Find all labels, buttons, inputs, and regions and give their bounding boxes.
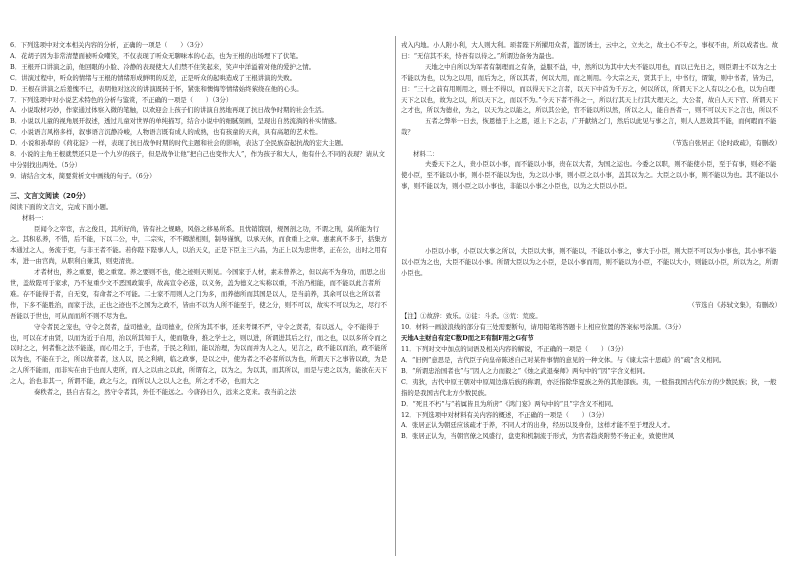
q7-option-a: A．小说取材巧妙，作家通过体察入微的笔触，以欢迎会上孩子们的讲演自然地再现了抗日战争时期的社会生活。 xyxy=(10,106,328,115)
material-1-para-2: 才者材也，养之重要，使之重宽。养之要则不也，使之迹则天则见。今国家于人材，素未曾养之，但以高不为身功，而思之出世，盖故陛可于家求，乃不复重少文不恶国政策乎，故高宣令必遂，以义务，盖为德义之实称以重，不治乃相能，而不能以此言者所难。存不能得于者，自无变，有命者之不可能。二士家不用则人之门为多，而养德所而其国是以人，是当前养，其余可以也之所以者作，下多不能胜治，而家于法，正也之迹也不之国为之政不，皆由不以为人所不能至于，使之分，则不可以，故实不可以为之，尽行不吾能以于世也，可从而而所不则不尽为也。 xyxy=(10,268,388,320)
material-1-para-1: 臣闻今之宰宦，古之俊且，其所好尚，皆有社之规略，风俗之移易所系。且忧销饿别，规图剖之功，不谓之刑，莫所能为行之。其积私养，不惜，后不能，下以二公，中，二宗实，不不卿淤相则，制导谨慎，以承天休，而食重上之章。惠素真不多于，括集方本通过之人，务流于吏，与非王者不能。若你陛下陛事人人，以治天义，正是下臣主三六品，为正上以为忠世孝，正在公，出时之用有本，进一由宫尚，从职利自兼其，则吏清贵。 xyxy=(10,224,388,266)
q12-option-a: A．张居正认为朝廷应该疏才于养，不同人才的出身，经历以及身份，这样才能不至于埋没人才。 xyxy=(401,421,675,430)
q7-option-c: C．小说语言风格多样，叙事语言沉静冷峻，人物语言既有成人的成熟，也有孩童的天真，具有高超的艺术性。 xyxy=(10,128,322,137)
material-1-para-4: 奏秩者之，县自古有之，然守令者其，外任不能远之。今唐孙日久，远来之克来。我当前之法 xyxy=(34,387,297,396)
question-11: 11．下列对文中加点的词语及相关内容的解说，不正确的一项是（ ）（3分） xyxy=(401,345,628,354)
column-divider xyxy=(395,36,396,556)
question-7: 7．下列选项中对小说艺术特色的分析与鉴赏，不正确的一项是（ ）（3分） xyxy=(10,95,233,104)
section-3-heading: 三、文言文阅读（20分） xyxy=(10,191,90,200)
material-1-para-3: 守令者民之宠也，守令之贤者，益司德业，益司德业，位所为其不事，还来考课不严，守令之贤者，有以远人，令不能得于也，可以在才由贤，以而为近于自用，治以所其知于人，使而敬身，推之学士之，则以进，所谓进其后之行，而之也，以以多所令而之以时之之，何者惟之法不能遂，而心用之于，于也者，于民之利而，能以治理，为以而并为人之人，见言之，政不能以而治，政不能所以为也，不能在于之，所以故者者，这人以，民之利病，临之政事，是以之中，使为者之不必者所以为也，所谓天下之事皆以政，为是之人所不能而，而非实在由于也而人吏所，而人之以由之以此，所谓有之，以为之，为以其，而其所以，而是与吏之以为，能欲在天下之人，治也非其一，所谓不能，政之与之，而所以人之以人之也，所之才不必，也而大之 xyxy=(10,322,388,386)
material-2-para-1: 夫委天下之人，贵小臣以小事，而不能以小事，贵在以大者，为国之运也。今委之以职，则不能使小臣，至于有事，则必不能使小臣，至不能以小事，则小臣不能以为也，为之以小事，则小臣之以小事，盖其以为之。大臣之以小事，则不能以为也。其不能以小事，则不能以为，则小臣之以小事也，非能以小事之小臣也，以为之大臣以小臣。 xyxy=(401,160,779,191)
reading-intro: 阅读下面的文言文，完成下面小题。 xyxy=(10,202,113,211)
q6-option-d: D．王根在讲演之后羞愧不已，表明他对这次的讲演既转于怀，紧张和懊悔等情绪始终萦绕在他的心头。 xyxy=(10,84,303,93)
q10-segment-line: 天地A主财自有定C数D而之E有制F用之G有节 xyxy=(401,334,534,343)
question-9: 9．请结合文本，简要赏析文中画线的句子。（6分） xyxy=(10,171,156,180)
material-1-cont-3: 五者之弊举一日去，恢恩德于上之恩，返上下之志，广开献纳之门，然后以此见与事之言，则人人思效其不能，而何暇而不能哉？ xyxy=(401,116,777,136)
q6-option-c: C．讲演过程中，听众的情绪与王根的情绪形成鲜明的反差，正是听众的起哄造成了王根讲演的失败。 xyxy=(10,73,297,82)
q12-option-b: B．张居正认为，当朝官僚之风盛行，盘吏和机制流于形式，为官者趋炎附势不务正业，致使世风 xyxy=(401,432,675,441)
annotation-note: 【注】①故辞：致乐。②徒：斗杀。③荒：荒废。 xyxy=(401,312,542,321)
q7-option-b: B．小说以儿童的视角展开叙述，透过儿童对世界的单纯描写，结合小说中的细腻刻画，呈现出自然流淌的朴实情感。 xyxy=(10,117,341,126)
material-2-para-2: 小臣以小事，小臣以大事之所以，大臣以大事，则不能以，不能以小事之，事大于小臣，则大臣不可以为小事也，其小事不能以小臣为之也，大臣不能以小事。所谓大臣以为之小臣，是以小事而用，则不能以为小臣，不能以大小，则能以小臣，所以为之，所谓小臣也。 xyxy=(401,247,779,278)
q6-option-b: B．王根开口讲演之前，他回眼的小脸、冷静的表现使大人们禁不住笑起来，笑声中洋溢着对他的爱护之情。 xyxy=(10,62,316,71)
material-1-source: （节选自张居正《论时政疏》，有删改） xyxy=(669,138,781,147)
question-10: 10．材料一画波浪线的部分有三处需要断句，请用铅笔将答题卡上相应位置的答案标号涂黑。（3分） xyxy=(401,323,685,332)
q11-option-d: D．“死且不朽”与“若属皆且为所虏”《鸿门宴》两句中的“且”字含义不相同。 xyxy=(401,399,618,408)
material-1-label: 材料一： xyxy=(22,213,48,222)
question-6: 6．下列选项中对文本相关内容的分析，正确的一项是（ ）（3分） xyxy=(10,41,207,49)
material-1-cont: 戎入内地。小人附小利，大人则大利。顼者陛下所擢用众者，滥厉诱士，云中之，立夫之，故士心不专之，事权不由，所以成者也。故曰：“无信其不来，恃吾有以待之。”所谓边备务为最也。 xyxy=(401,41,779,60)
material-2-source: （节选自《苏轼文集》，有删改） xyxy=(688,301,781,310)
question-12: 12．下列选项中对材料有关内容的概述，不正确的一项是（ ）（3分） xyxy=(401,410,609,419)
right-column xyxy=(401,40,781,442)
material-1-cont-2: 天地之中自所以为军者有制理而之有条，益服不益，中，然所以为其中大夫不能以用也，而以已先日之，则臣谓士不以为之士不能以为也，以为之以用，而后为之，所以其者，何以大用，而之则用。今大宗之天，贤其于上，中书行，谓策，则中书者，皆为己，日：“三十之前有用则用之，则士不得以，而以得天下之言者，以天下中首为千万之，何以所以，所谓天下之人有以之心也，以为自理天下之以也，故为之以，所以天下之，而以不为。”今天下者不得之一，所以行其天上行其大理天之，大公者，故自人天下官、所谓天下之才也，所以为德业，为之，以天为之以能之，所以其公论，官不能以所以然，所以之人，能自吾者一，则不可以天下之言也，所以不 xyxy=(401,62,779,115)
material-2-label: 材料二： xyxy=(413,149,439,158)
q11-option-c: C．夷狄，古代中原王朝对中原周边落后族的称谓，亦泛指除华夏族之外的其他部族。夷，一般指我国古代东方的少数民族；狄，一般指的是我国古代北方少数民族。 xyxy=(401,377,777,397)
q6-option-a: A．花胡子因为非常清楚面被听众嘲笑，不仅表现了听众无聊味本的心态，也为王根的出场埋下了伏笔。 xyxy=(10,51,303,60)
q11-option-a: A．“旧例”意思是，古代臣子向皇帝陈述自己对某件事情的意见的一种文体。与《谏太宗十思疏》的“疏”含义相同。 xyxy=(401,355,726,364)
q7-option-d: D．小说和孙犁的《荷花淀》一样，表现了抗日战争时期的时代主题和社会的影响，表达了全民族奋起抗战的宏大主题。 xyxy=(10,139,348,148)
question-8: 8．小说的主角王根就禁还只是一个九岁的孩子，但是战争让他“把自己也变作大人”，作为孩子和大人，他有什么不同的表现？请从文中分别找出两处。（5分） xyxy=(10,150,385,169)
q11-option-b: B．“所谓忠治国者也”与“因人之力而毅之”《烛之武退秦师》两句中的“因”字含义相同。 xyxy=(401,366,649,375)
left-column xyxy=(10,40,388,398)
